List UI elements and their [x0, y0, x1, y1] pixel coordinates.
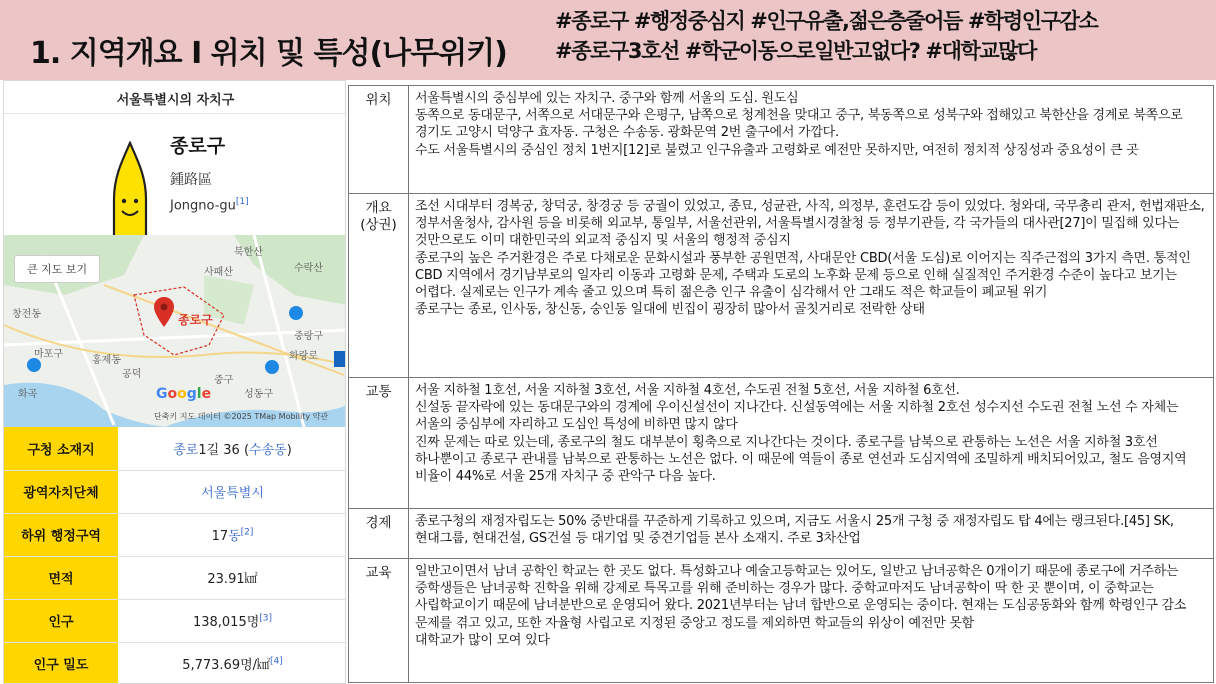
- section-line: 동쪽으로 동대문구, 서쪽으로 서대문구와 은평구, 남쪽으로 청계천을 맞대고 중구, 북동쪽으로 성북구와 접해있고 북한산을 경계로 북쪽으로 경기도 고양시 덕양구 효자동. 구청은 수송동. 광화문역 2번 출구에서 가깝다.: [415, 108, 1183, 141]
- map-label: 사패산: [204, 267, 233, 278]
- section-category: 위치: [349, 86, 409, 194]
- section-line: 수도 서울특별시의 중심인 정치 1번지[12]로 불렸고 인구유출과 고령화로 예전만 못하지만, 여전히 정치적 상징성과 중요성이 큰 곳: [415, 142, 1139, 158]
- large-map-button[interactable]: 큰 지도 보기: [14, 255, 100, 283]
- section-body: [409, 509, 1214, 559]
- roman-text: Jongno-gu: [170, 198, 236, 214]
- info-link[interactable]: 종로: [173, 442, 199, 458]
- map-label: 화랑로: [289, 351, 318, 362]
- info-key: 면적: [4, 556, 118, 599]
- info-ref[interactable]: [4]: [270, 656, 283, 667]
- info-text: 5,773.69명/㎢: [182, 658, 271, 673]
- section-line: 신설동 끝자락에 있는 동대문구와의 경계에 우이신설선이 지나간다. 신설동역에는 서울 지하철 2호선 성수지선 수도권 전철 노선 수 자체는 서울의 중심부에 자리하고 도심인 특성에 비하면 많지 않다: [415, 400, 1179, 433]
- map-label: 중구: [214, 375, 234, 386]
- info-row: [4, 556, 346, 599]
- map[interactable]: [4, 235, 346, 427]
- section-row-education: [349, 559, 1214, 683]
- info-key: 인구 밀도: [4, 642, 118, 684]
- info-text: 1길 36 (: [198, 442, 250, 458]
- section-line: 종로구는 종로, 인사동, 창신동, 숭인동 일대에 빈집이 굉장히 많아서 골칫거리로 전락한 상태: [415, 302, 925, 318]
- info-key: 하위 행정구역: [4, 513, 118, 556]
- section-line: 조선 시대부터 경복궁, 창덕궁, 창경궁 등 궁궐이 있었고, 종묘, 성균관, 사직, 의정부, 훈련도감 등이 있었다. 청와대, 국무총리 관저, 헌법재판소, 정부서울청사, 감사원 등을 비롯해 외교부, 통일부, 서울선관위, 서울특별시경찰청 등 정부기관들, 각 국가들의 대사관[27]이 밀집해 있다는 것만으로도 이미 대한민국의 외교적 중심지 및 서울의 행정적 중심지: [415, 199, 1205, 249]
- hashtags: [555, 6, 1097, 66]
- section-body: [409, 194, 1214, 378]
- entity-name: 종로구: [170, 135, 226, 157]
- map-credit: 단축키 지도 데이터 ©2025 TMap Mobility 약관: [154, 412, 329, 421]
- section-line: 대학교가 많이 모여 있다: [415, 632, 550, 648]
- info-link[interactable]: 서울특별시: [201, 486, 264, 501]
- divider: [4, 113, 346, 114]
- map-label: 마포구: [34, 349, 63, 360]
- map-label: 성동구: [244, 389, 273, 400]
- info-link[interactable]: 수송동: [249, 442, 287, 458]
- section-category: [349, 194, 409, 378]
- section-line: 진짜 문제는 따로 있는데, 종로구의 철도 대부분이 횡축으로 지나간다는 것이다. 종로구를 남북으로 관통하는 노선은 서울 지하철 3호선 하나뿐이고 종로구 관내를 남북으로 관통하는 노선은 없다. 이 때문에 역들이 종로 연선과 도심지역에 조밀하게 배치되어있고, 철도 음영지역 비율이 44%로 서울 25개 자치구 중 관악구 다음 높다.: [415, 434, 1187, 485]
- map-label: 북한산: [234, 247, 263, 258]
- map-label: 창전동: [12, 309, 41, 320]
- map-label: 수락산: [294, 263, 323, 274]
- section-category: 교육: [349, 559, 409, 683]
- google-logo: Google: [156, 386, 212, 402]
- info-ref[interactable]: [2]: [240, 527, 254, 538]
- map-label: 중랑구: [294, 331, 323, 342]
- content-table: [348, 85, 1214, 683]
- info-row: [4, 427, 346, 470]
- section-row-location: [349, 86, 1214, 194]
- section-line: 서울 지하철 1호선, 서울 지하철 3호선, 서울 지하철 4호선, 수도권 전철 5호선, 서울 지하철 6호선.: [415, 383, 960, 398]
- section-category: 교통: [349, 378, 409, 509]
- map-label: 공덕: [122, 369, 142, 380]
- section-row-overview: [349, 194, 1214, 378]
- map-label: 홍제동: [92, 355, 121, 366]
- entity-hanja: 鍾路區: [170, 172, 212, 188]
- info-key: 구청 소재지: [4, 427, 118, 470]
- section-line: 종로구의 높은 주거환경은 주로 다채로운 문화시설과 풍부한 공원면적, 사대문안 CBD(서울 도심)로 이어지는 직주근접의 3가지 측면. 통적인 CBD 지역에서 경기남부로의 일자리 이동과 고령화 문제, 주택과 도로의 노후화 문제 등으로 인해 실질적인 주거환경 수준이 높다고 보기는 어렵다. 실제로는 인구가 계속 줄고 있으며 특히 젊은층 인구 유출이 심각해서 안 그래도 적은 학교들이 폐교될 위기: [415, 250, 1191, 301]
- section-category: 경제: [349, 509, 409, 559]
- map-label: 화곡: [18, 389, 38, 400]
- section-body: [409, 559, 1214, 683]
- slide-title: 1. 지역개요 I 위치 및 특성(나무위키): [30, 36, 507, 71]
- info-row: [4, 642, 346, 684]
- infobox-header: 서울특별시의 자치구: [116, 93, 235, 108]
- section-row-transport: [349, 378, 1214, 509]
- infobox-card: [3, 80, 346, 684]
- section-line: 일반고이면서 남녀 공학인 학교는 한 곳도 없다. 특성화고나 예술고등학교는 있어도, 일반고 남녀공학은 0개이기 때문에 종로구에 거주하는 중학생들은 남녀공학 진학을 위해 강제로 특목고를 위해 준비하는 경우가 많다. 중학교마저도 남녀공학이 딱 한 곳 뿐이며, 이 중학교는 사립학교이기 때문에 남녀분반으로 운영되어 왔다. 2021년부터는 남녀 합반으로 운영되는 중이다. 현재는 도심공동화와 함께 학령인구 감소 문제를 겪고 있고, 또한 자율형 사립고로 지정된 중앙고 정도를 제외하면 학교들의 위상이 예전만 못함: [415, 564, 1187, 631]
- section-category-text: 개요 (상권): [360, 200, 397, 233]
- hashtags-line-1: #종로구 #행정중심지 #인구유출,젊은층줄어듬 #학령인구감소: [555, 9, 1098, 33]
- roman-ref[interactable]: [1]: [235, 197, 249, 207]
- info-row: [4, 513, 346, 556]
- section-body: [409, 378, 1214, 509]
- map-pin-icon[interactable]: [154, 297, 174, 327]
- info-value: [118, 599, 346, 642]
- info-link[interactable]: 동: [228, 529, 241, 544]
- hashtags-line-2: #종로구3호선 #학군이동으로일반고없다? #대학교많다: [555, 39, 1037, 63]
- info-value: [118, 642, 346, 684]
- info-text: 138,015명: [192, 615, 260, 630]
- info-value: [118, 470, 346, 513]
- info-ref[interactable]: [3]: [259, 613, 273, 624]
- section-body: [409, 86, 1214, 194]
- info-value: [118, 513, 346, 556]
- info-key: 인구: [4, 599, 118, 642]
- entity-roman: [170, 197, 249, 213]
- info-key: 광역자치단체: [4, 470, 118, 513]
- section-row-economy: [349, 509, 1214, 559]
- info-text: 17: [211, 529, 229, 544]
- info-row: [4, 470, 346, 513]
- info-value: [118, 427, 346, 470]
- info-text: ): [286, 442, 292, 458]
- map-pin-label: 종로구: [178, 313, 213, 327]
- info-value: [118, 556, 346, 599]
- section-line: 서울특별시의 중심부에 있는 자치구. 중구와 함께 서울의 도심. 원도심: [415, 91, 799, 106]
- info-table: [4, 427, 346, 684]
- section-line: 종로구청의 재정자립도는 50% 중반대를 꾸준하게 기록하고 있으며, 지금도 서울시 25개 구청 중 재정자립도 탑 4에는 랭크된다.[45] SK, 현대그룹, 현대건설, GS건설 등 대기업 및 중견기업들 본사 소재지. 주로 3차산업: [415, 514, 1174, 547]
- info-text: 23.91㎢: [207, 572, 258, 587]
- info-row: [4, 599, 346, 642]
